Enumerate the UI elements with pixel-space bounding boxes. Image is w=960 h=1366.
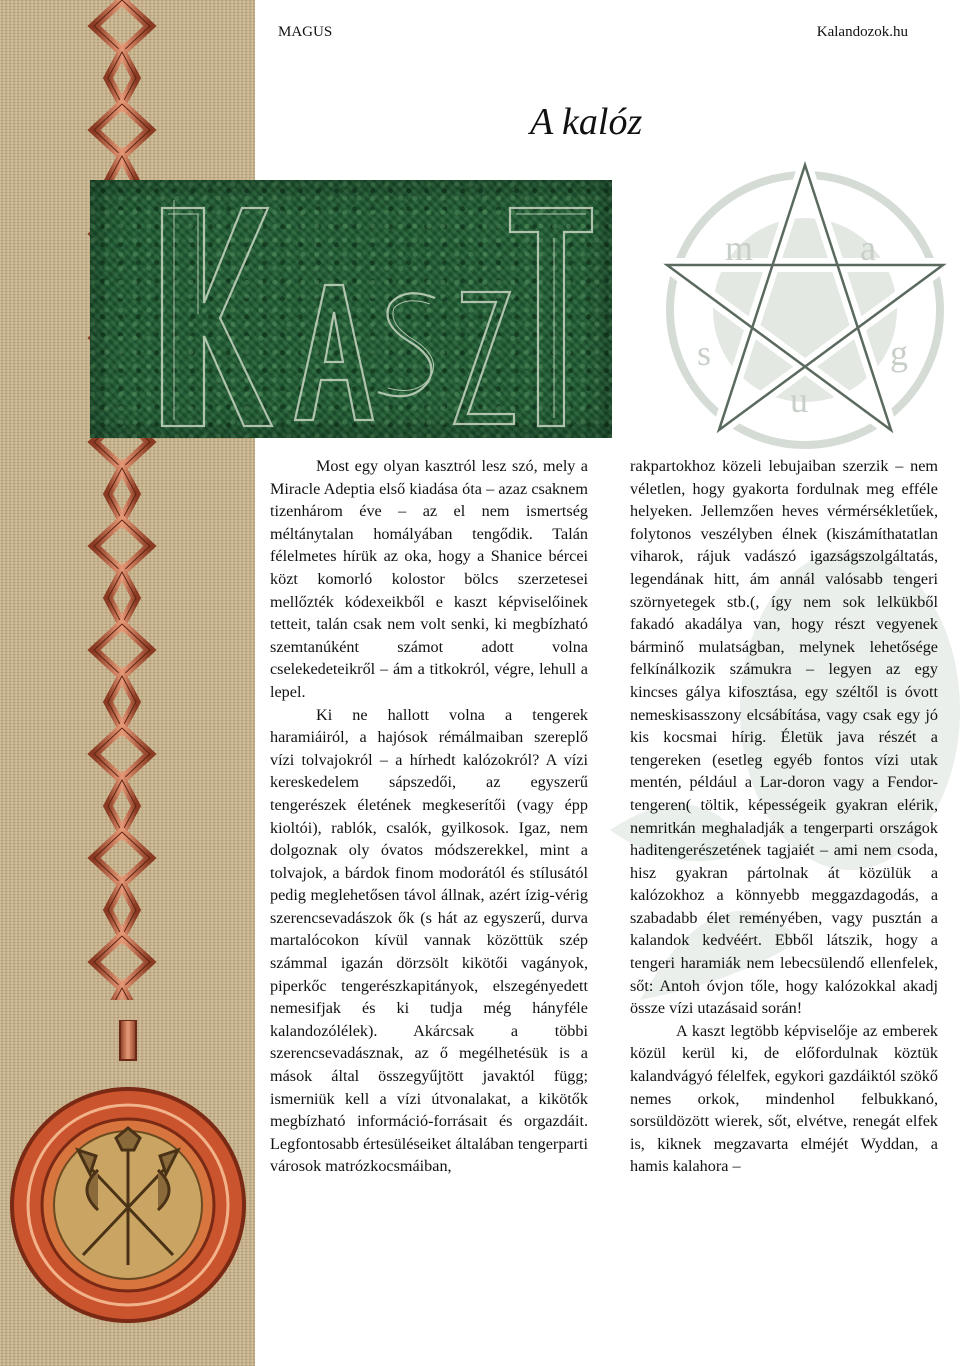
emblem-letter-s: s <box>697 333 712 373</box>
chain-link <box>108 468 136 520</box>
chain-link <box>108 988 136 1000</box>
kaszt-logo <box>90 180 612 438</box>
page-title: A kalóz <box>530 101 643 143</box>
paragraph: A kaszt legtöbb képviselője az emberek közül kerül ki, de előfordulnak köztük kalandvágyó félelfek, egykori gazdáiktól szökő nemes orkok, mindenhol felbukkanó, sorsüldözött wierek, sőt, elvétve, renegát elfek is, kiknek megzavarta elméjét Wyddan, a hamis kalahora – <box>630 1021 938 1176</box>
chain-link <box>108 572 136 624</box>
left-text-column <box>270 455 588 1178</box>
right-text-column <box>630 455 938 1178</box>
header-left: MAGUS <box>278 24 333 40</box>
medallion-emblem <box>8 1020 248 1350</box>
chain-link <box>108 52 136 104</box>
chain-link <box>108 676 136 728</box>
emblem-letter-g: g <box>890 333 908 373</box>
chain-link <box>108 780 136 832</box>
chain-link <box>108 884 136 936</box>
header-right: Kalandozok.hu <box>816 24 908 40</box>
emblem-letter-a: a <box>860 228 876 268</box>
paragraph: Most egy olyan kasztról lesz szó, mely a Miracle Adeptia első kiadása óta – azaz csaknem tizenhárom éve – az el nem ismertség méltánytalan homályában tengődik. Talán félelmetes hírük az oka, hogy a Shanice bércei közt komorló kolostor bölcs szerzetesei mellőzték kódexeikből e kaszt képviselőinek tetteit, talán csak nem volt senki, ki megbízható szemtanúként számot adott volna cselekedeteikről – ám a titkokról, végre, lehull a lepel. <box>270 457 588 701</box>
paragraph: Ki ne hallott volna a tengerek haramiáiról, a hajósok rémálmaiban szereplő vízi tolvajokról – a hírhedt kalózokról? A vízi kereskedelem sápszedői, az egyszerű tengerészek életének megkeserítői (vagy épp kioltói), rablók, csalók, gyilkosok. Igaz, nem dolgoznak oly óvatos módszerekkel, mint a tolvajok, a bárdok finom modorától és stílusától pedig meglehetősen távol állnak, azért ízig-vérig szerencsevadászok ők (s hát az egyszerű, durva martalócokon kívül vannak közöttük szép számmal igazán dörzsölt kikötői vagányok, piperkőc tengerészkapitányok, elszegényedett nemesifjak és ki tudja még hányféle kalandozólélek). Akárcsak a többi szerencsevadásznak, az ő megélhetésük is a mások által összegyűjtött javaktól függ; ismerniük kell a vízi útvonalakat, a kikötők megbízható információ-forrásait és orgazdáit. Legfontosabb értesüléseiket általában tengerparti városok matrózkocsmáiban, <box>270 705 588 1176</box>
emblem-letter-m: m <box>725 228 754 268</box>
emblem-letter-u: u <box>790 380 808 420</box>
chain-decoration <box>62 0 182 1000</box>
kaszt-logo-letters <box>90 180 612 438</box>
magus-pentagram-emblem <box>655 150 955 460</box>
paragraph: rakpartokhoz közeli lebujaiban szerzik – nem véletlen, hogy gyakorta fordulnak meg efféle helyeken. Jellemzően heves vérmérsékletűek, folytonos veszélyben élnek (kiszámíthatatlan viharok, rájuk vadászó igazságszolgáltatás, legendának hitt, ám annál valósabb tengeri szörnyetegek stb.(, így nem sok lelkükből fakadó akadálya van, hogy részt vegyenek bárminő mulatságban, melynek lehetősége felkínálkozik számukra – legyen az egy kincses gálya kifosztása, egy széltől is óvott nemeskisasszony elcsábítása, vagy csak egy jó kis kocsmai hírig. Életük java részét a tengereken (esetleg egyéb fontos vízi utak mentén, például a Lar-doron vagy a Fendor-tengeren( töltik, képességeik gyakran elérik, nemritkán meghaladják a tengerparti országok haditengerészetének tagjaiét – ami nem csoda, hisz gyakran pártolnak át közülük a kalózokhoz a könnyebb meggazdagodás, a szabadabb élet reményében, vagy pusztán a kalandok kedvéért. Ebből látszik, hogy a tengeri haramiák nem lebecsülendő ellenfelek, sőt: Antoh óvjon tőle, hogy kalózokkal akadj össze vízi utazásaid során! <box>630 457 938 1018</box>
